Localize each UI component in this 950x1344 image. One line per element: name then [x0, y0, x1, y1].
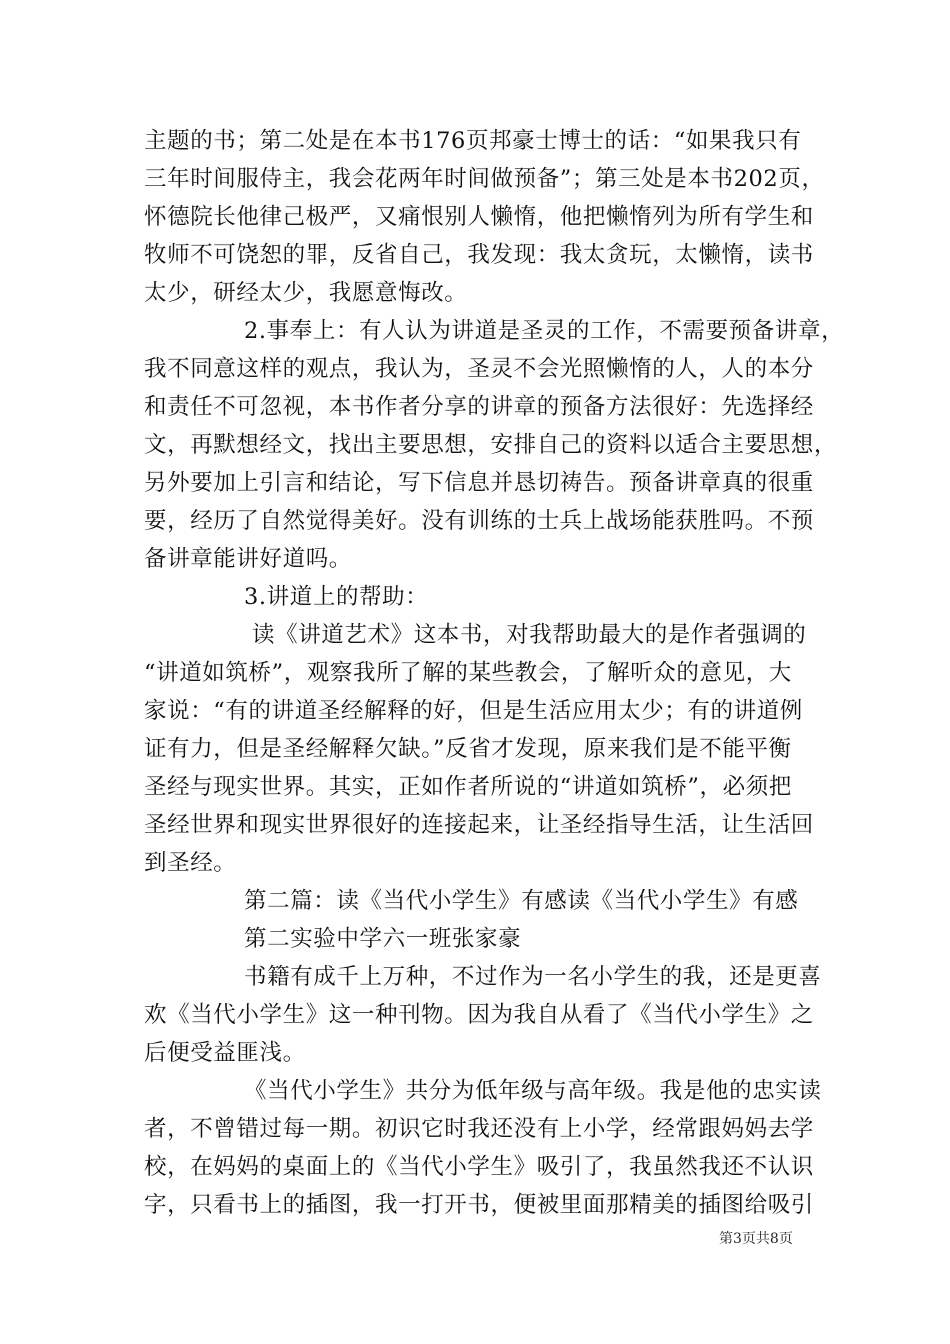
body-line: 证有力，但是圣经解释欠缺。”反省才发现，原来我们是不能平衡	[144, 736, 792, 762]
author-line: 第二实验中学六一班张家豪	[244, 926, 522, 952]
body-line: 者，不曾错过每一期。初识它时我还没有上小学，经常跟妈妈去学	[144, 1116, 814, 1142]
body-line: 圣经世界和现实世界很好的连接起来，让圣经指导生活，让生活回	[144, 812, 814, 838]
body-line: 和责任不可忽视，本书作者分享的讲章的预备方法很好：先选择经	[144, 394, 814, 420]
body-line: 校，在妈妈的桌面上的《当代小学生》吸引了，我虽然我还不认识	[144, 1154, 814, 1180]
body-line: 备讲章能讲好道吗。	[144, 546, 352, 572]
paragraph-heading: 2.事奉上：有人认为讲道是圣灵的工作，不需要预备讲章，	[244, 318, 845, 344]
section-heading: 3.讲道上的帮助：	[244, 584, 429, 610]
article-title: 第二篇：读《当代小学生》有感读《当代小学生》有感	[244, 888, 799, 914]
page-number-footer: 第3页共8页	[719, 1231, 793, 1247]
body-line: 字，只看书上的插图，我一打开书，便被里面那精美的插图给吸引	[144, 1192, 814, 1218]
body-line: 家说：“有的讲道圣经解释的好，但是生活应用太少；有的讲道例	[144, 698, 803, 724]
paragraph-start: 《当代小学生》共分为低年级与高年级。我是他的忠实读	[244, 1078, 822, 1104]
paragraph-start: 书籍有成千上万种，不过作为一名小学生的我，还是更喜	[244, 964, 822, 990]
body-line: 圣经与现实世界。其实，正如作者所说的“讲道如筑桥”，必须把	[144, 774, 792, 800]
paragraph-start: 读《讲道艺术》这本书，对我帮助最大的是作者强调的	[252, 622, 807, 648]
body-line: 要，经历了自然觉得美好。没有训练的士兵上战场能获胜吗。不预	[144, 508, 814, 534]
body-line: 牧师不可饶恕的罪，反省自己，我发现：我太贪玩，太懒惰，读书	[144, 242, 814, 268]
body-line: 文，再默想经文，找出主要思想，安排自己的资料以适合主要思想，	[144, 432, 838, 458]
body-line: 三年时间服侍主，我会花两年时间做预备”；第三处是本书202页，	[144, 166, 825, 192]
body-line: “讲道如筑桥”，观察我所了解的某些教会，了解听众的意见，大	[144, 660, 792, 686]
body-line: 欢《当代小学生》这一种刊物。因为我自从看了《当代小学生》之	[144, 1002, 814, 1028]
body-line: 另外要加上引言和结论，写下信息并恳切祷告。预备讲章真的很重	[144, 470, 814, 496]
body-line: 太少，研经太少，我愿意悔改。	[144, 280, 468, 306]
body-line: 我不同意这样的观点，我认为，圣灵不会光照懒惰的人，人的本分	[144, 356, 814, 382]
body-line: 主题的书；第二处是在本书176页邦豪士博士的话：“如果我只有	[144, 128, 802, 154]
body-line: 怀德院长他律己极严，又痛恨别人懒惰，他把懒惰列为所有学生和	[144, 204, 814, 230]
body-line: 到圣经。	[144, 850, 237, 876]
body-line: 后便受益匪浅。	[144, 1040, 306, 1066]
